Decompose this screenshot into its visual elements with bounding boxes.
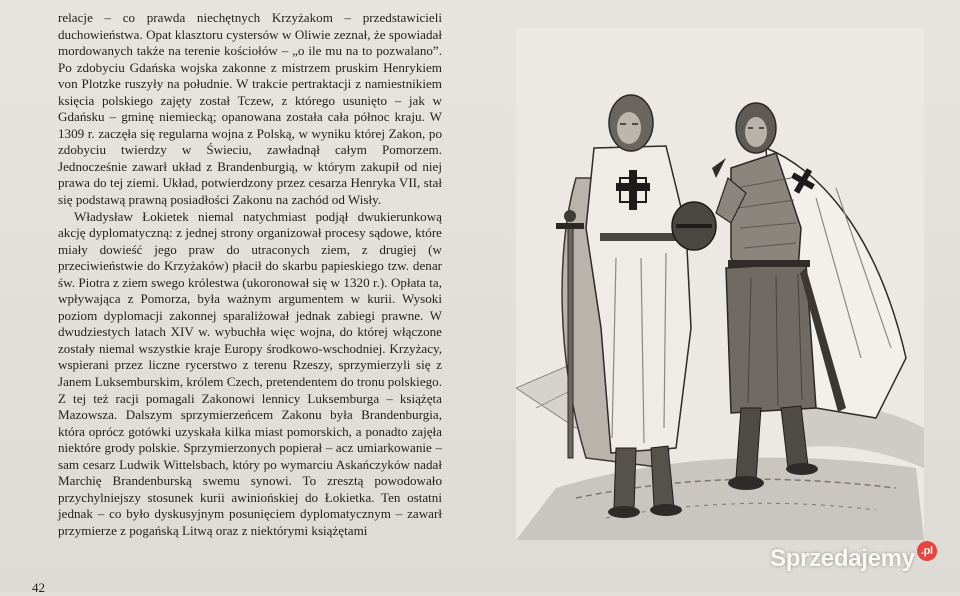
paragraph-1: relacje – co prawda niechętnych Krzyżakom – przedstawicieli duchowieństwa. Opat klasztoru cystersów w Oliwie zeznał, że spowiadał mordowanych także na terenie kościołów – „o ile mu na to pozwalano”. Po zdobyciu Gdańska wojska zakonne z mistrzem pruskim Henrykiem von Plotzke ruszyły na południe. W trakcie pertraktacji z namiestnikiem księcia polskiego zajęty został Tczew, z którego usunięto – jak w Gdańsku – gminę niemiecką; opanowana została cała północ kraju. W 1309 r. zaczęła się regularna wojna z Polską, w wyniku której Zakon, po zdobyciu twierdzy w Świeciu, zawładnął całym Pomorzem. Jednocześnie zawarł układ z Brandenburgią, w którym zakupił od niej prawa do tej ziemi. Układ, potwierdzony przez cesarza Henryka VII, stał się podstawą prawną posiadłości Zakonu na zachód od Wisły.	[58, 10, 442, 208]
page-number: 42	[32, 580, 45, 595]
knights-drawing	[516, 28, 924, 540]
body-text-column	[58, 10, 442, 540]
teutonic-knights-illustration-icon	[516, 28, 924, 540]
sprzedajemy-watermark	[770, 542, 937, 576]
paragraph-2: Władysław Łokietek niemal natychmiast podjął dwukierunkową akcję dyplomatyczną: z jednej strony organizował procesy sądowe, które miały dowieść jego praw do utraconych ziem, z drugiej (w przeciwieństwie do Krzyżaków) płacił do skarbu papieskiego tzw. denar św. Piotra z ziem swego królestwa (ukoronował się w 1320 r.). Opłata ta, wpływająca z Pomorza, była ważnym argumentem w kurii. Wysoki poziom dyplomacji zakonnej sparaliżował jednak zabiegi prawne. W dwudziestych latach XIV w. wybuchła więc wojna, do której włączone zostały niemal wszystkie kraje Europy środkowo-wschodniej. Krzyżacy, wspierani przez liczne rycerstwo z terenu Rzeszy, sprzymierzyli się z Janem Luksemburskim, królem Czech, pretendentem do tronu polskiego. Z tej też racji pomagali Zakonowi lennicy Luksemburga – książęta Mazowsza. Dalszym sprzymierzeńcem Zakonu była Brandenburgia, która oprócz gotówki uzyskała kilka miast pomorskich, a ponadto zajęła niektóre grody polskie. Sprzymierzonych popierał – acz umiarkowanie – sam cesarz Ludwik Wittelsbach, który po wymarciu Askańczyków nadał Marchię Brandenburską swemu synowi. To zresztą powodowało przychylniejszy stosunek kurii awiniońskiej do Łokietka. Ten ostatni jednak – co było dyskusyjnym posunięciem dyplomatycznym – zawarł przymierze z pogańską Litwą oraz z niektórymi książętami	[58, 208, 442, 538]
watermark-badge: .pl	[917, 541, 937, 561]
watermark-text: Sprzedajemy	[770, 545, 915, 572]
